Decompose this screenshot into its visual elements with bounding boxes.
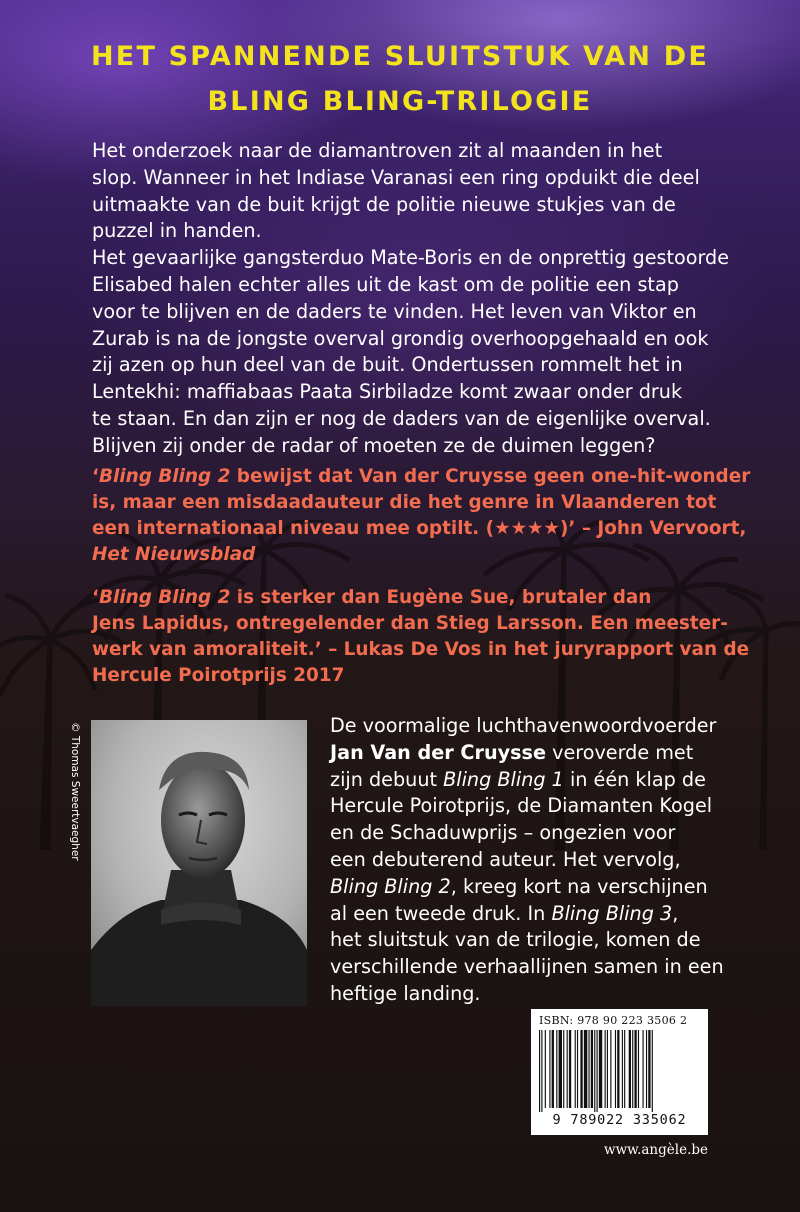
barcode-bar [646,1030,647,1108]
barcode-bar [577,1030,578,1108]
barcode-bar [552,1030,554,1108]
bio-text: zijn debuut [330,767,444,791]
open-quote: ‘ [92,587,99,608]
review-text: bewijst dat Van der Cruysse geen one-hit-wonder [230,466,751,487]
review-line: werk van amoraliteit.’ – Lukas De Vos in het juryrapport van de [92,639,750,660]
blurb-line: voor te blijven en de daders te vinden. Het leven van Viktor en [92,299,697,323]
barcode-digits: 9 789022 335062 [552,1112,687,1128]
blurb-line: te staan. En dan zijn er nog de daders van de eigenlijke overval. [92,406,711,430]
bio-line [330,874,730,901]
bio-line [330,740,730,767]
bio-line: heftige landing. [330,981,481,1005]
open-quote: ‘ [92,466,99,487]
bio-line: een debuterend auteur. Het vervolg, [330,847,681,871]
barcode-bar [622,1030,623,1108]
bio-line [330,901,730,928]
review-line: Hercule Poirotprijs 2017 [92,665,345,686]
barcode-bar [545,1030,546,1108]
barcode-bar [648,1030,650,1108]
review-book-title: Bling Bling 2 [99,587,231,608]
blurb-line: Blijven zij onder de radar of moeten ze de duimen leggen? [92,433,656,457]
review-line: een internationaal niveau mee optilt. (★★★★)’ – John Vervoort, [92,518,747,539]
barcode-bar [569,1030,571,1108]
bio-text: , [672,901,679,925]
author-photo [91,720,307,1006]
barcode [539,1030,700,1112]
blurb-line: zij azen op hun deel van de buit. Ondertussen rommelt het in [92,353,683,377]
author-name: Jan Van der Cruysse [330,740,546,764]
barcode-bar [634,1030,636,1108]
review-book-title: Bling Bling 2 [99,466,231,487]
headline-line-2: BLING BLING-TRILOGIE [207,86,593,117]
barcode-bar [584,1030,587,1108]
review-line [92,464,751,490]
book-title: Bling Bling 1 [443,767,564,791]
barcode-bar [643,1030,644,1108]
barcode-bar [615,1030,616,1108]
barcode-bar [556,1030,557,1108]
bio-line: het sluitstuk van de trilogie, komen de [330,928,701,952]
barcode-bar [549,1030,550,1108]
barcode-bar [597,1030,598,1112]
author-bio [330,713,730,1008]
publisher-website: www.angèle.be [604,1142,708,1158]
author-portrait-image [91,720,307,1006]
review-source: Het Nieuwsblad [92,544,256,565]
bio-line: Hercule Poirotprijs, de Diamanten Kogel [330,794,713,818]
bio-text: al een tweede druk. In [330,901,552,925]
bio-line: en de Schaduwprijs – ongezien voor [330,821,676,845]
bio-text: veroverde met [545,740,694,764]
blurb-line: Lentekhi: maffiabaas Paata Sirbiladze komt zwaar onder druk [92,380,683,404]
blurb-line: Zurab is na de jongste overval grondig overhoopgehaald en ook [92,326,709,350]
bio-text: in één klap de [563,767,706,791]
barcode-bar [632,1030,633,1108]
blurb-line: Het onderzoek naar de diamantroven zit al maanden in het [92,139,663,162]
bio-text: , kreeg kort na verschijnen [450,874,708,898]
review-line [92,542,722,568]
photo-credit-text: © Thomas Sweertvaegher [69,722,81,861]
barcode-bar [605,1030,606,1108]
isbn-barcode-box [531,1009,708,1135]
book-title: Bling Bling 3 [551,901,673,925]
headline-line-1: HET SPANNENDE SLUITSTUK VAN DE [91,41,709,72]
barcode-bar [567,1030,568,1108]
review-text: is sterker dan Eugène Sue, brutaler dan [230,587,652,608]
barcode-bar [594,1030,595,1112]
barcode-bar [617,1030,619,1108]
isbn-label: ISBN: 978 90 223 3506 2 [539,1014,688,1027]
headline [0,34,800,124]
review-quote-nieuwsblad [92,464,751,568]
bio-line: verschillende verhaallijnen samen in een [330,955,724,979]
barcode-bar [575,1030,576,1108]
bio-line [330,767,730,794]
blurb-text [92,138,730,460]
blurb-line: Elisabed halen echter alles uit de kast om de politie een stap [92,272,679,296]
barcode-bar [607,1030,608,1108]
barcode-bar [539,1030,540,1112]
barcode-bar [541,1030,542,1112]
review-quote-jury [92,585,750,689]
barcode-bar [559,1030,562,1108]
barcode-bar [563,1030,564,1108]
barcode-bar [629,1030,631,1108]
blurb-line: puzzel in handen. [92,219,262,243]
barcode-bar [599,1030,602,1108]
barcode-bar [652,1030,653,1112]
photo-credit [68,722,82,882]
blurb-line: slop. Wanneer in het Indiase Varanasi een ring opduikt die deel [92,165,700,189]
blurb-line: uitmaakte van de buit krijgt de politie nieuwe stukjes van de [92,192,676,216]
barcode-bar [610,1030,611,1108]
review-line: Jens Lapidus, ontregelender dan Stieg Larsson. Een meester- [92,613,728,634]
blurb-line: Het gevaarlijke gangsterduo Mate-Boris en de onprettig gestoorde [92,246,730,270]
book-title: Bling Bling 2 [330,874,451,898]
barcode-bar [580,1030,582,1108]
barcode-bar [638,1030,639,1108]
review-line: is, maar een misdaadauteur die het genre in Vlaanderen tot [92,492,717,513]
barcode-bar [588,1030,589,1108]
review-line [92,585,722,611]
barcode-bar [591,1030,593,1108]
bio-line: De voormalige luchthavenwoordvoerder [330,714,717,737]
barcode-bar [624,1030,625,1108]
